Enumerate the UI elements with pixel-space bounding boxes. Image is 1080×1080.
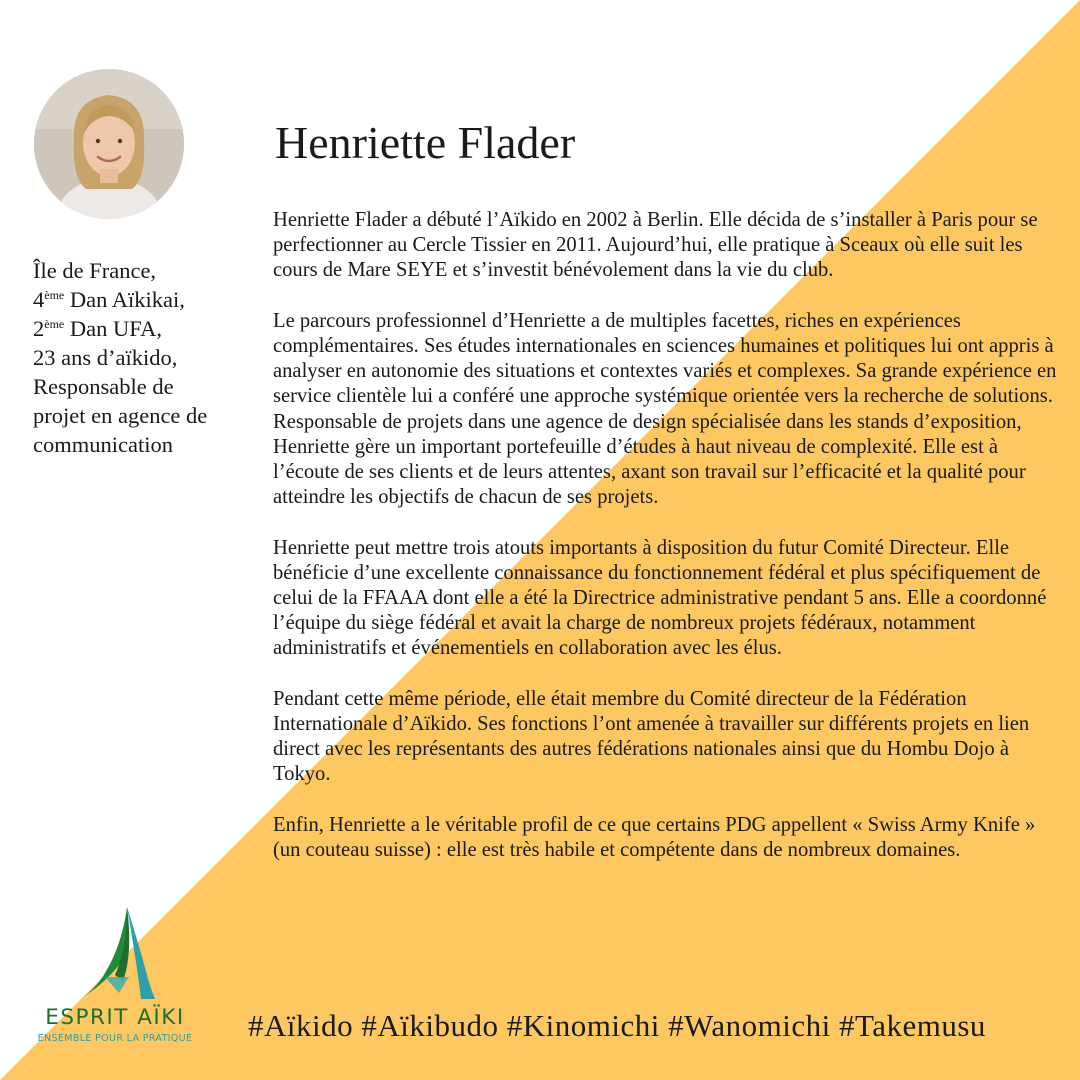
- grade-ufa: [33, 314, 248, 343]
- bio-paragraph-4: Pendant cette même période, elle était membre du Comité directeur de la Fédération Internationale d’Aïkido. Ses fonctions l’ont amenée à travailler sur différents projets en lien direct avec les représentants des autres fédérations nationales ainsi que du Hombu Dojo à Tokyo.: [273, 687, 1030, 786]
- profile-photo: [34, 69, 184, 219]
- logo-tagline: ENSEMBLE POUR LA PRATIQUE: [37, 1033, 193, 1044]
- profile-name: Henriette Flader: [275, 117, 576, 168]
- bio-paragraph-5: Enfin, Henriette a le véritable profil de ce que certains PDG appellent « Swiss Army Knife » (un couteau suisse) : elle est très habile et compétente dans de nombreux domaines.: [273, 813, 1036, 862]
- role-line-1: Responsable de: [33, 374, 174, 399]
- bio-paragraph-1: Henriette Flader a débuté l’Aïkido en 2002 à Berlin. Elle décida de s’installer à Paris pour se perfectionner au Cercle Tissier en 2011. Aujourd’hui, elle pratique à Sceaux où elle suit les cours de Mare SEYE et s’investit bénévolement dans la vie du club.: [273, 209, 1038, 282]
- mountain-logo-icon: [75, 905, 155, 1003]
- profile-details: [33, 256, 248, 459]
- grade-aikikai-suffix: ème: [44, 288, 65, 302]
- grade-aikikai-label: Dan Aïkikai,: [64, 287, 185, 312]
- role-line-2: projet en agence de: [33, 403, 208, 428]
- bio-paragraph-3: Henriette peut mettre trois atouts importants à disposition du futur Comité Directeur. Elle bénéficie d’une excellente connaissance du fonctionnement fédéral et plus spécifiquement de celui de la FFAAA dont elle a été la Directrice administrative pendant 5 ans. Elle a coordonné l’équipe du siège fédéral et avait la charge de nombreux projets fédéraux, notamment administratifs et événementiels en collaboration avec les élus.: [273, 536, 1047, 660]
- grade-ufa-label: Dan UFA,: [64, 316, 162, 341]
- biography: [273, 208, 1063, 888]
- grade-ufa-number: 2: [33, 316, 45, 341]
- esprit-aiki-logo: [30, 905, 200, 1055]
- grade-ufa-suffix: ème: [44, 317, 65, 331]
- experience-text: 23 ans d’aïkido,: [33, 345, 178, 370]
- region-text: Île de France,: [33, 258, 157, 283]
- grade-aikikai-number: 4: [33, 287, 45, 312]
- hashtags: #Aïkido #Aïkibudo #Kinomichi #Wanomichi #Takemusu: [248, 1008, 986, 1043]
- grade-aikikai: [33, 285, 248, 314]
- portrait-photo-icon: [34, 69, 184, 219]
- bio-paragraph-2: Le parcours professionnel d’Henriette a de multiples facettes, riches en expériences complémentaires. Ses études internationales en sciences humaines et politiques lui ont appris à analyser en autonomie des situations et contextes variés et complexes. Sa grande expérience en service clientèle lui a conféré une approche systémique orientée vers la recherche de solutions. Responsable de projets dans une agence de design spécialisée dans les stands d’exposition, Henriette gère un important portefeuille d’études à haut niveau de complexité. Elle est à l’écoute de ses clients et de leurs attentes, axant son travail sur l’efficacité et la qualité pour atteindre les objectifs de chacun de ses projets.: [273, 309, 1057, 509]
- logo-name: ESPRIT AÏKI: [45, 1005, 185, 1030]
- role-line-3: communication: [33, 432, 173, 457]
